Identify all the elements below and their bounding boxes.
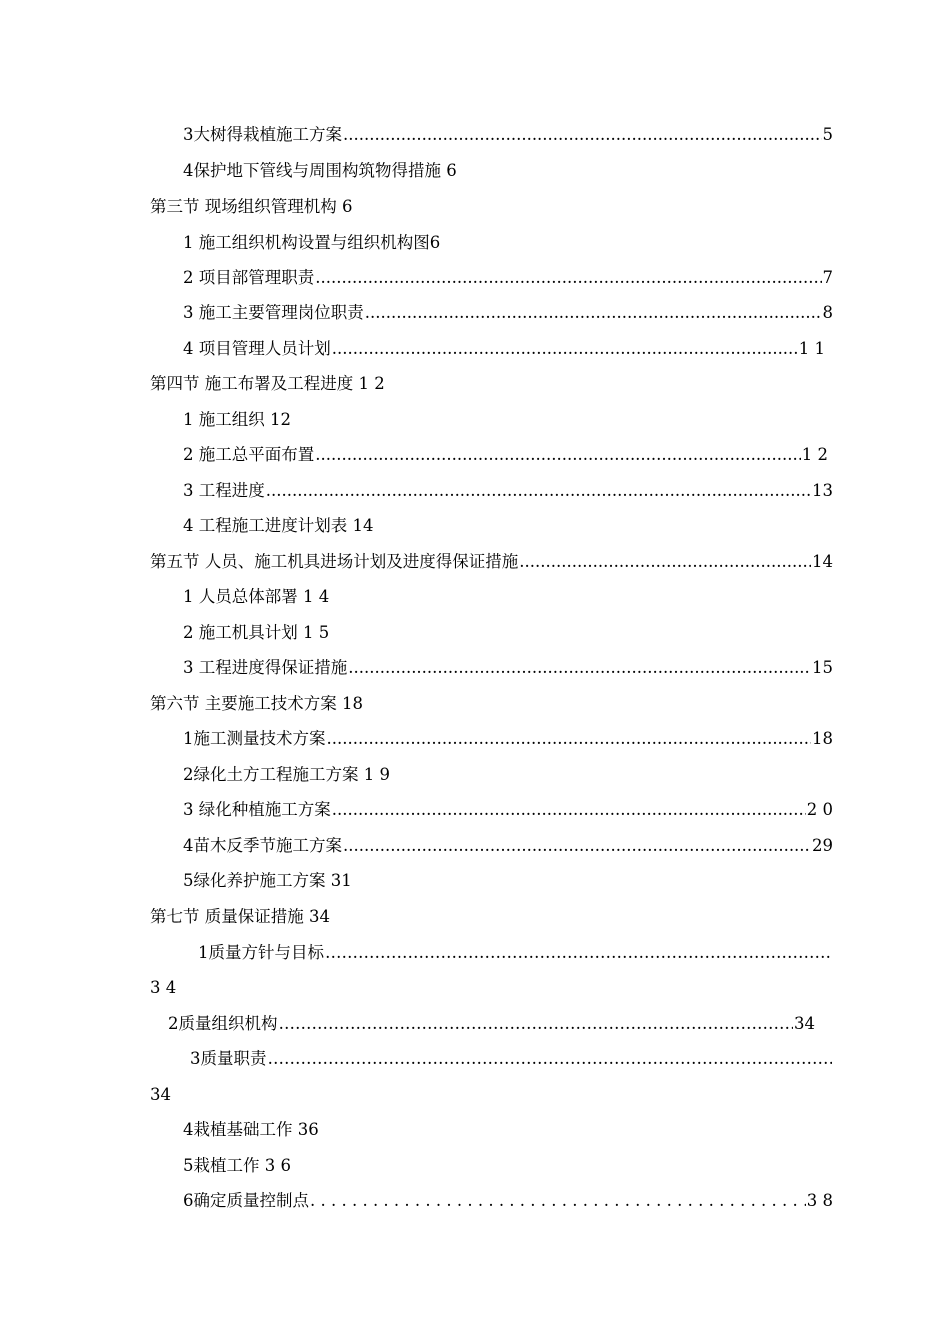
toc-entry-page: 1 1 [798,339,825,358]
toc-entry [183,584,833,610]
toc-entry-page: 1 2 [801,445,828,464]
toc-entry-title: 2质量组织机构 [168,1014,278,1033]
toc-entry-page: 8 [822,303,833,322]
toc-entry [183,1188,833,1214]
toc-entry-title: 4苗木反季节施工方案 [183,836,342,855]
toc-entry [183,300,833,326]
toc-entry-page: 29 [812,836,833,855]
toc-entry [183,655,833,681]
toc-entry-title: 2 项目部管理职责 [183,268,315,287]
toc-leader [327,726,812,752]
toc-entry [183,265,833,291]
toc-entry [183,868,833,894]
toc-leader [279,1011,794,1037]
toc-entry [183,797,833,823]
toc-entry-page-wrapped [150,1082,833,1108]
toc-section [150,194,833,220]
toc-entry-title: 6确定质量控制点 [183,1191,309,1210]
toc-leader [519,549,811,575]
toc-entry-page: 15 [812,658,833,677]
toc-leader [268,1046,833,1072]
toc-entry-title: 1施工测量技术方案 [183,729,326,748]
toc-entry [183,478,833,504]
toc-section-title: 第四节 施工布署及工程进度 1 2 [150,374,385,393]
toc-entry [183,726,833,752]
toc-entry-title: 3 工程进度得保证措施 [183,658,348,677]
toc-entry-title: 2绿化土方工程施工方案 1 9 [183,765,390,784]
toc-section-title: 第五节 人员、施工机具进场计划及进度得保证措施 [150,552,519,571]
toc-leader [343,833,811,859]
toc-entry-title: 1 施工组织 12 [183,410,291,429]
toc-entry [183,513,833,539]
toc-entry [183,230,833,256]
toc-entry-page: 34 [794,1014,815,1033]
toc-entry-title: 3大树得栽植施工方案 [183,125,342,144]
toc-entry-title: 4保护地下管线与周围构筑物得措施 6 [183,161,457,180]
toc-entry-title: 5栽植工作 3 6 [183,1156,291,1175]
toc-entry-page: 7 [822,268,833,287]
toc-entry-page: 13 [812,481,833,500]
toc-entry-title: 3质量职责 [190,1049,267,1068]
toc-entry-title: 3 绿化种植施工方案 [183,800,331,819]
toc-entry-title: 2 施工机具计划 1 5 [183,623,330,642]
toc-leader [343,122,822,148]
toc-entry [190,1046,833,1072]
toc-section-title: 第三节 现场组织管理机构 6 [150,197,353,216]
toc-entry [183,833,833,859]
toc-leader [365,300,822,326]
toc-entry-title: 4栽植基础工作 36 [183,1120,319,1139]
toc-entry-page: 3 4 [150,978,177,997]
toc-leader [315,265,821,291]
toc-entry-page: 2 0 [806,800,833,819]
toc-section-title: 第六节 主要施工技术方案 18 [150,694,363,713]
toc-entry-title: 4 项目管理人员计划 [183,339,331,358]
toc-entry [183,122,833,148]
toc-entry-page: 3 8 [806,1191,833,1210]
toc-entry-title: 1 施工组织机构设置与组织机构图6 [183,233,441,252]
toc-entry-title: 1质量方针与目标 [198,943,324,962]
toc-entry-page: 34 [150,1085,171,1104]
toc-leader [348,655,811,681]
toc-section [150,549,833,575]
toc-section-title: 第七节 质量保证措施 34 [150,907,330,926]
toc-section [150,904,833,930]
toc-leader [325,940,832,966]
toc-entry-page: 18 [812,729,833,748]
toc-entry [198,940,833,966]
toc-entry-title: 2 施工总平面布置 [183,445,315,464]
toc-entry-title: 3 施工主要管理岗位职责 [183,303,364,322]
toc-entry-page: 5 [822,125,833,144]
toc-leader [332,797,806,823]
toc-leader [315,442,801,468]
toc-entry [183,442,828,468]
toc-entry-title: 4 工程施工进度计划表 14 [183,516,374,535]
toc-entry [183,407,833,433]
toc-section [150,691,833,717]
toc-leader [332,336,798,362]
toc-entry-page-wrapped [150,975,833,1001]
toc-entry-title: 1 人员总体部署 1 4 [183,587,330,606]
toc-entry [183,158,833,184]
toc-entry [183,1117,833,1143]
toc-entry [183,762,833,788]
toc-section [150,371,833,397]
toc-leader [310,1188,806,1214]
toc-section-page: 14 [812,552,833,571]
toc-entry [183,620,833,646]
toc-entry-title: 3 工程进度 [183,481,265,500]
toc-entry-title: 5绿化养护施工方案 31 [183,871,352,890]
toc-entry [183,336,825,362]
toc-entry [183,1153,833,1179]
toc-entry [168,1011,815,1037]
toc-leader [266,478,811,504]
